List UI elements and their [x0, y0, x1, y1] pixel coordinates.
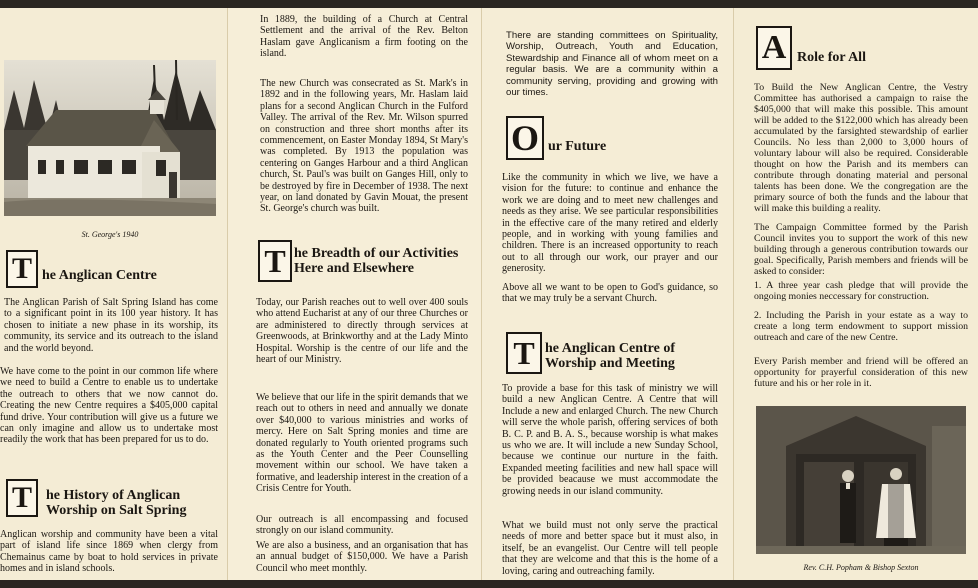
photo-caption: St. George's 1940 [81, 230, 139, 239]
heading-text: he Breadth of our Activities Here and Elsewhere [294, 246, 459, 276]
panel-1 [0, 8, 228, 580]
heading-text: he History of Anglican Worship on Salt Spring [46, 488, 187, 518]
panel-4 [734, 8, 978, 580]
churches-paragraph: The new Church was consecrated as St. Mark's in 1892 and in the following years, Mr. Haslam laid plans for a second Anglican Church in the Fulford Valley. The arrival of the Rev. Mr. Wilson spurred on construction and three short months after its commencement, on Easter Monday 1894, St Mary's was completed. By 1913 the population was centering on Ganges Harbour and a third Anglican church, St. Paul's was built on Ganges Hill, only to be destroyed by fire in December of 1938. The next year, on land donated by Gavin Mouat, the present St. George's church was built. [260, 78, 468, 215]
pledge-item: 1. A three year cash pledge that will provide the ongoing monies neccessary for construction. [754, 280, 968, 302]
heading-role-for-all [756, 26, 976, 70]
reach-paragraph: Today, our Parish reaches out to well over 400 souls who attend Eucharist at any of our three Churches or are administered to directly through services at Greenwoods, at Brinkworthy and at the Lady Minto Hospital. Worship is the centre of our life and the heart of our Ministry. [256, 297, 468, 366]
church-illustration [4, 60, 216, 216]
drop-cap: T [6, 479, 38, 517]
campaign-paragraph: To Build the New Anglican Centre, the Vestry Committee has authorised a campaign to raise the $405,000 that will make this possible. This amount will be added to the $122,000 which has already been accumulated by the farsighted stewardship of earlier Councils. No less than 2,000 to 3,000 hours of voluntary labour will also be required. Considerable thought on how the Parish and its members can contribute through donating material and personal talents has been done. We the congregation are the primary source of both the funds and the labour that will make this building a reality. [754, 82, 968, 214]
heading-history [6, 478, 226, 518]
heading-text: ur Future [548, 138, 607, 154]
drop-cap: O [506, 116, 544, 160]
heading-anglican-centre [6, 250, 226, 288]
evangelist-paragraph: What we build must not only serve the practical needs of more and better space but it must also, in itself, be an evangelist. Our Centre will tell people that they are welcome and that this is the home of a loving, caring and outreaching family. [502, 520, 718, 577]
guidance-paragraph: Above all we want to be open to God's guidance, so that we may truly be a servant Church. [502, 282, 718, 305]
centre-paragraph: To provide a base for this task of ministry we will build a new Anglican Centre. A Centre that will Include a new and enlarged Church. The new Church will serve the whole parish, offering services of both B. C. P. and B. A. S., because worship is what makes us who we are. It will include a new Sunday School, because we continue our nurture in the faith. Expanded meeting facilities and new hall space will be provided beacause we must accommodate the growing needs in our island community. [502, 383, 718, 497]
panel-3 [482, 8, 734, 580]
heading-text: he Anglican Centre of Worship and Meeting [545, 341, 676, 371]
top-border [0, 0, 978, 8]
history-continued-paragraph: In 1889, the building of a Church at Central Settlement and the arrival of the Rev. Belton Haslam gave Anglicanism a firm footing on the island. [260, 14, 468, 60]
drop-cap: T [258, 240, 292, 282]
opportunity-paragraph: Every Parish member and friend will be offered an opportunity for prayerful consideration of this new future and his or her role in it. [754, 356, 968, 389]
drop-cap: T [6, 250, 38, 288]
future-paragraph: Like the community in which we live, we have a vision for the future: to continue and enhance the work we are doing and to meet new challenges and needs as they arise. We see particular responsibilities in the effective care of the many retired and elderly people, and in working with young families and children. There is an increased opportunity to reach out to all through our work, our prayer and our generosity. [502, 172, 718, 275]
business-paragraph: We are also a business, and an organisation that has an annual budget of $150,000. We have a Parish Council who meet monthly. [256, 540, 468, 574]
drop-cap: A [756, 26, 792, 70]
heading-centre-of-worship [506, 332, 728, 374]
drop-cap: T [506, 332, 542, 374]
clergy-photo [756, 406, 966, 554]
heading-our-future [506, 116, 726, 160]
history-paragraph: Anglican worship and community have been a vital part of island life since 1869 when clergy from Chemainus came by boat to hold services in private homes and in island schools. [0, 529, 218, 575]
heading-text: Role for All [797, 49, 866, 65]
outreach-giving-paragraph: We believe that our life in the spirit demands that we reach out to others in need and annually we donate over $40,000 to various ministries and works of mercy. Here on Salt Spring monies and time are donated regularly to Youth oriented programs such as the Youth Center and the Peer Counselling movement within our school. We have taken a formative, and leadership interest in the creation of a Crisis Centre for Youth. [256, 392, 468, 495]
centre-need-paragraph: We have come to the point in our common life where we need to build a Centre to enable us to undertake the outreach to others that we now cannot do. Creating the new Centre requires a $405,000 capital fund drive. Your contribution will give us a future we can only imagine and allow us to undertake most readily the work that has been prepared for us to do. [0, 366, 218, 446]
bottom-border [0, 580, 978, 588]
heading-text: he Anglican Centre [42, 267, 157, 283]
clergy-photo-caption: Rev. C.H. Popham & Bishop Sexton [803, 563, 919, 572]
clergy-illustration [756, 406, 966, 554]
outreach-focus-paragraph: Our outreach is all encompassing and focused strongly on our island community. [256, 514, 468, 537]
church-photo [4, 60, 216, 216]
heading-breadth [258, 240, 480, 282]
estate-item: 2. Including the Parish in your estate as a way to create a long term endowment to support mission outreach and care of the new Centre. [754, 310, 968, 343]
invitation-paragraph: The Campaign Committee formed by the Parish Council invites you to support the work of this new building through a generous contribution towards our goal. Specifically, Parish members and friends will be asked to consider: [754, 222, 968, 277]
intro-paragraph: The Anglican Parish of Salt Spring Island has come to a significant point in its 100 year history. It has chosen to initiate a new phase in its worship, its community, its service and its outreach to the island and the world beyond. [4, 297, 218, 354]
panel-2 [228, 8, 482, 580]
committees-paragraph: There are standing committees on Spirituality, Worship, Outreach, Youth and Education, Stewardship and Finance all of whom meet on a regular basis. We are a community within a community serving, providing and growing with our times. [506, 30, 718, 99]
